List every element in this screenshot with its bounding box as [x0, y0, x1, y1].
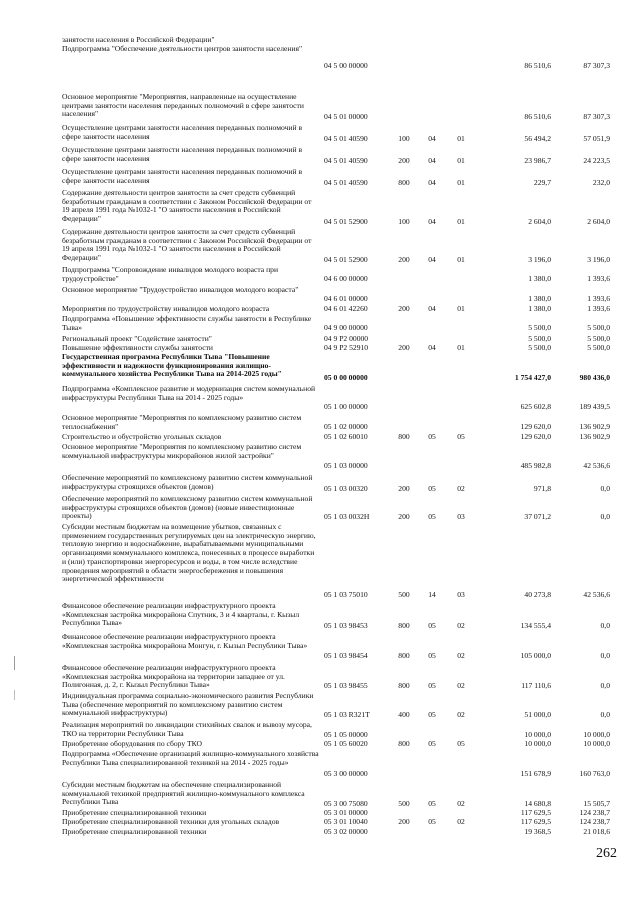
- row-name: Осуществление центрами занятости населения переданных полномочий в сфере занятости населения: [62, 167, 303, 185]
- section-cell: 04: [428, 304, 436, 314]
- expense-type-cell: 800: [398, 739, 410, 749]
- subsection-cell: 01: [457, 156, 465, 166]
- row-name: Обеспечение мероприятий по комплексному развитию систем коммунальной инфраструктуры строящихся объектов (домов) (новые инвестиционные проекты): [62, 494, 313, 521]
- row-name: Финансовое обеспечение реализации инфраструктурного проекта «Комплексная застройка микрорайона на территории западнее от ул. Полигонная, д. 2, г. Кызыл Республики Тыва»: [62, 663, 285, 690]
- amount-year1-cell: 14 680,8: [524, 799, 551, 809]
- section-cell: 05: [428, 710, 436, 720]
- code-cell: 04 5 01 40590: [324, 178, 368, 188]
- row-name: Осуществление центрами занятости населения переданных полномочий в сфере занятости населения: [62, 123, 303, 141]
- amount-year2-cell: 0,0: [600, 710, 610, 720]
- table-row: [0, 474, 639, 494]
- amount-year2-cell: 0,0: [600, 651, 610, 661]
- subsection-cell: 05: [457, 432, 465, 442]
- code-cell: 05 1 03 75010: [324, 590, 368, 600]
- row-name: Подпрограмма "Сопровождение инвалидов молодого возраста при трудоустройстве": [62, 265, 279, 283]
- subsection-cell: 02: [457, 484, 465, 494]
- section-cell: 04: [428, 255, 436, 265]
- table-row: [0, 633, 639, 661]
- code-cell: 05 3 01 00000: [324, 808, 368, 818]
- subsection-cell: 03: [457, 590, 465, 600]
- amount-year2-cell: 5 500,0: [587, 323, 610, 333]
- row-name: Приобретение специализированной техники для угольных складов: [62, 817, 280, 826]
- code-cell: 04 5 01 52900: [324, 217, 368, 227]
- row-name: Основное мероприятие "Трудоустройство инвалидов молодого возраста": [62, 285, 299, 294]
- row-name: Индивидуальная программа социально-экономического развития Республики Тыва (обеспечение мероприятий по комплексному развитию систем коммунальной инфраструктуры): [62, 691, 314, 718]
- row-name: Реализация мероприятий по ликвидации стихийных свалок и вывозу мусора, ТКО на территории Республики Тыва: [62, 720, 312, 738]
- code-cell: 05 1 00 00000: [324, 402, 368, 412]
- amount-year2-cell: 0,0: [600, 621, 610, 631]
- table-row: [0, 495, 639, 522]
- code-cell: 05 1 02 60010: [324, 432, 368, 442]
- expense-type-cell: 400: [398, 710, 410, 720]
- code-cell: 05 1 03 00000: [324, 461, 368, 471]
- amount-year2-cell: 24 223,5: [583, 156, 610, 166]
- table-row: [0, 692, 639, 720]
- table-row: [0, 189, 639, 227]
- row-name: Мероприятия по трудоустройству инвалидов молодого возраста: [62, 304, 270, 313]
- section-cell: 05: [428, 681, 436, 691]
- amount-year2-cell: 87 307,3: [583, 61, 610, 71]
- expense-type-cell: 200: [398, 343, 410, 353]
- section-cell: 04: [428, 178, 436, 188]
- row-name: Основное мероприятие "Мероприятия по комплексному развитию систем коммунальной инфраструктуры микрорайонов жилой застройки": [62, 442, 302, 460]
- table-row: [0, 602, 639, 631]
- code-cell: 04 6 01 00000: [324, 294, 368, 304]
- code-cell: 05 1 03 00320: [324, 484, 368, 494]
- amount-year1-cell: 51 000,0: [524, 710, 551, 720]
- section-cell: 04: [428, 156, 436, 166]
- amount-year2-cell: 1 393,6: [587, 274, 610, 284]
- amount-year2-cell: 0,0: [600, 484, 610, 494]
- subsection-cell: 02: [457, 651, 465, 661]
- amount-year2-cell: 136 902,9: [579, 432, 610, 442]
- code-cell: 05 3 00 75080: [324, 799, 368, 809]
- subsection-cell: 02: [457, 621, 465, 631]
- row-name: Повышение эффективности службы занятости: [62, 343, 213, 352]
- row-name: Содержание деятельности центров занятости за счет средств субвенций безработным гражданам в соответствии с Законом Российской Федерации от 19 апреля 1991 года №1032-1 "О занятости населения в Российской Федерации": [62, 227, 312, 263]
- amount-year1-cell: 129 620,0: [520, 422, 551, 432]
- expense-type-cell: 500: [398, 799, 410, 809]
- table-row: [0, 740, 639, 749]
- subsection-cell: 01: [457, 304, 465, 314]
- table-row: [0, 443, 639, 471]
- margin-mark: [14, 656, 15, 670]
- table-row: [0, 315, 639, 333]
- section-cell: 05: [428, 817, 436, 827]
- subsection-cell: 01: [457, 343, 465, 353]
- code-cell: 05 3 00 00000: [324, 769, 368, 779]
- expense-type-cell: 800: [398, 651, 410, 661]
- row-name: Подпрограмма «Повышение эффективности службы занятости в Республике Тыва»: [62, 314, 312, 332]
- amount-year2-cell: 1 393,6: [587, 294, 610, 304]
- section-cell: 05: [428, 739, 436, 749]
- code-cell: 05 3 02 00000: [324, 827, 368, 837]
- amount-year2-cell: 160 763,0: [579, 769, 610, 779]
- amount-year2-cell: 42 536,6: [583, 461, 610, 471]
- expense-type-cell: 800: [398, 178, 410, 188]
- section-cell: 05: [428, 512, 436, 522]
- amount-year1-cell: 86 510,6: [524, 112, 551, 122]
- page-number: 262: [596, 846, 617, 861]
- amount-year2-cell: 980 436,0: [579, 373, 610, 383]
- amount-year2-cell: 3 196,0: [587, 255, 610, 265]
- row-name: Приобретение оборудования по сбору ТКО: [62, 739, 203, 748]
- amount-year2-cell: 87 307,3: [583, 112, 610, 122]
- table-row: [0, 414, 639, 432]
- row-name: Содержание деятельности центров занятости за счет средств субвенций безработным гражданам в соответствии с Законом Российской Федерации от 19 апреля 1991 года №1032-1 "О занятости населения в Российской Федерации": [62, 188, 312, 224]
- code-cell: 05 1 03 R321Т: [324, 710, 370, 720]
- section-cell: 05: [428, 432, 436, 442]
- amount-year1-cell: 485 982,8: [520, 461, 551, 471]
- amount-year2-cell: 10 000,0: [583, 730, 610, 740]
- table-row: [0, 266, 639, 284]
- code-cell: 05 1 03 98454: [324, 651, 368, 661]
- section-cell: 05: [428, 651, 436, 661]
- row-name: Приобретение специализированной техники: [62, 808, 207, 817]
- row-name: Финансовое обеспечение реализации инфраструктурного проекта «Комплексная застройка микрорайона Монгун, г. Кызыл Республики Тыва»: [62, 632, 308, 650]
- code-cell: 05 1 03 98453: [324, 621, 368, 631]
- row-name: Финансовое обеспечение реализации инфраструктурного проекта «Комплексная застройка микрорайона Спутник, 3 и 4 кварталы, г. Кызыл Республики Тыва»: [62, 601, 300, 628]
- amount-year1-cell: 1 380,0: [528, 304, 551, 314]
- section-cell: 04: [428, 343, 436, 353]
- subsection-cell: 02: [457, 817, 465, 827]
- subsection-cell: 02: [457, 710, 465, 720]
- amount-year2-cell: 124 238,7: [579, 808, 610, 818]
- code-cell: 05 1 03 0032Н: [324, 512, 370, 522]
- code-cell: 04 5 01 40590: [324, 156, 368, 166]
- subsection-cell: 01: [457, 178, 465, 188]
- code-cell: 05 3 01 10040: [324, 817, 368, 827]
- table-row: [0, 228, 639, 265]
- table-row: [0, 93, 639, 122]
- amount-year2-cell: 0,0: [600, 681, 610, 691]
- subsection-cell: 02: [457, 799, 465, 809]
- table-row: [0, 353, 639, 383]
- code-cell: 05 0 00 00000: [324, 373, 368, 383]
- code-cell: 05 1 02 00000: [324, 422, 368, 432]
- amount-year1-cell: 117 629,5: [520, 808, 551, 818]
- section-cell: 04: [428, 217, 436, 227]
- table-row: [0, 523, 639, 600]
- amount-year2-cell: 57 051,9: [583, 134, 610, 144]
- section-cell: 14: [428, 590, 436, 600]
- amount-year1-cell: 10 000,0: [524, 730, 551, 740]
- subsection-cell: 05: [457, 739, 465, 749]
- code-cell: 04 9 P2 52910: [324, 343, 369, 353]
- amount-year1-cell: 5 500,0: [528, 343, 551, 353]
- row-name: Субсидии местным бюджетам на возмещение убытков, связанных с применением государственных регулируемых цен на электрическую энергию, тепловую энергию и водоснабжение, вырабатываемыми муниципальными организациями коммунального комплекса, понесенных в процессе выработки и (или) транспортировки энергоресурсов и воды, в том числе вследствие проведения мероприятий в области энергосбережения и повышения энергетической эффективности: [62, 522, 316, 584]
- expense-type-cell: 200: [398, 484, 410, 494]
- amount-year1-cell: 5 500,0: [528, 334, 551, 344]
- amount-year1-cell: 134 555,4: [520, 621, 551, 631]
- amount-year1-cell: 86 510,6: [524, 61, 551, 71]
- code-cell: 04 5 01 00000: [324, 112, 368, 122]
- amount-year1-cell: 10 000,0: [524, 739, 551, 749]
- amount-year2-cell: 21 018,6: [583, 827, 610, 837]
- table-row: [0, 124, 639, 144]
- amount-year2-cell: 189 439,5: [579, 402, 610, 412]
- code-cell: 04 5 01 40590: [324, 134, 368, 144]
- amount-year1-cell: 3 196,0: [528, 255, 551, 265]
- code-cell: 05 1 05 60020: [324, 739, 368, 749]
- table-row: [0, 45, 639, 71]
- row-name: Государственная программа Республики Тыва "Повышение эффективности и надежности функционирования жилищно-коммунального хозяйства Республики Тыва на 2014-2025 годы": [62, 352, 282, 379]
- amount-year1-cell: 229,7: [533, 178, 551, 188]
- code-cell: 04 5 00 00000: [324, 61, 368, 71]
- table-row: [0, 721, 639, 740]
- subsection-cell: 03: [457, 512, 465, 522]
- code-cell: 04 5 01 52900: [324, 255, 368, 265]
- amount-year1-cell: 37 071,2: [524, 512, 551, 522]
- subsection-cell: 01: [457, 134, 465, 144]
- amount-year2-cell: 2 604,0: [587, 217, 610, 227]
- amount-year1-cell: 5 500,0: [528, 323, 551, 333]
- code-cell: 05 1 03 98455: [324, 681, 368, 691]
- row-name: Приобретение специализированной техники: [62, 827, 207, 836]
- row-name: Подпрограмма «Обеспечение организаций жилищно-коммунального хозяйства Республики Тыва специализированной техникой на 2014 - 2025 годы»: [62, 749, 319, 767]
- amount-year1-cell: 129 620,0: [520, 432, 551, 442]
- margin-mark: [14, 690, 15, 700]
- table-row: [0, 781, 639, 809]
- amount-year2-cell: 124 238,7: [579, 817, 610, 827]
- amount-year2-cell: 15 505,7: [583, 799, 610, 809]
- row-name: Региональный проект "Содействие занятости": [62, 334, 212, 343]
- expense-type-cell: 800: [398, 621, 410, 631]
- section-cell: 05: [428, 621, 436, 631]
- row-name: Обеспечение мероприятий по комплексному развитию систем коммунальной инфраструктуры строящихся объектов (домов): [62, 473, 313, 491]
- table-row: [0, 818, 639, 827]
- expense-type-cell: 200: [398, 255, 410, 265]
- table-row: [0, 385, 639, 412]
- row-name: Субсидии местным бюджетам на обеспечение специализированной коммунальной техникой предприятий жилищно-коммунального комплекса Республики Тыва: [62, 780, 305, 807]
- expense-type-cell: 200: [398, 512, 410, 522]
- subsection-cell: 02: [457, 681, 465, 691]
- expense-type-cell: 800: [398, 681, 410, 691]
- amount-year1-cell: 117 629,5: [520, 817, 551, 827]
- amount-year1-cell: 151 678,9: [520, 769, 551, 779]
- table-row: [0, 305, 639, 314]
- section-cell: 05: [428, 799, 436, 809]
- amount-year1-cell: 19 368,5: [524, 827, 551, 837]
- table-row: [0, 286, 639, 304]
- subsection-cell: 01: [457, 217, 465, 227]
- section-cell: 04: [428, 134, 436, 144]
- row-name: Подпрограмма «Комплексное развитие и модернизация систем коммунальной инфраструктуры Республики Тыва на 2014 - 2025 годы»: [62, 384, 316, 402]
- subsection-cell: 01: [457, 255, 465, 265]
- code-cell: 04 9 00 00000: [324, 323, 368, 333]
- amount-year1-cell: 1 754 427,0: [514, 373, 551, 383]
- amount-year2-cell: 5 500,0: [587, 343, 610, 353]
- amount-year2-cell: 0,0: [600, 512, 610, 522]
- expense-type-cell: 200: [398, 156, 410, 166]
- expense-type-cell: 200: [398, 304, 410, 314]
- amount-year2-cell: 42 536,6: [583, 590, 610, 600]
- row-name: Осуществление центрами занятости населения переданных полномочий в сфере занятости населения: [62, 145, 303, 163]
- amount-year1-cell: 105 000,0: [520, 651, 551, 661]
- amount-year1-cell: 56 494,2: [524, 134, 551, 144]
- expense-type-cell: 800: [398, 432, 410, 442]
- row-name: Подпрограмма "Обеспечение деятельности центров занятости населения": [62, 44, 303, 53]
- amount-year1-cell: 117 110,6: [521, 681, 551, 691]
- table-row: [0, 664, 639, 691]
- expense-type-cell: 500: [398, 590, 410, 600]
- table-row: [0, 146, 639, 166]
- table-row: [0, 168, 639, 188]
- amount-year1-cell: 2 604,0: [528, 217, 551, 227]
- table-row: [0, 750, 639, 779]
- row-name: занятости населения в Российской Федерации": [62, 35, 215, 44]
- table-row: [0, 828, 639, 837]
- code-cell: 04 9 P2 00000: [324, 334, 369, 344]
- amount-year2-cell: 10 000,0: [583, 739, 610, 749]
- code-cell: 04 6 00 00000: [324, 274, 368, 284]
- table-row: [0, 433, 639, 442]
- amount-year1-cell: 1 380,0: [528, 274, 551, 284]
- code-cell: 04 6 01 42260: [324, 304, 368, 314]
- amount-year1-cell: 1 380,0: [528, 294, 551, 304]
- expense-type-cell: 100: [398, 134, 410, 144]
- expense-type-cell: 100: [398, 217, 410, 227]
- amount-year1-cell: 971,8: [533, 484, 551, 494]
- amount-year2-cell: 232,0: [592, 178, 610, 188]
- row-name: Основное мероприятие "Мероприятия, направленные на осуществление центрами занятости населения переданных полномочий в сфере занятости населения": [62, 92, 304, 119]
- amount-year1-cell: 23 986,7: [524, 156, 551, 166]
- amount-year2-cell: 5 500,0: [587, 334, 610, 344]
- row-name: Строительство и обустройство угольных складов: [62, 432, 222, 441]
- row-name: Основное мероприятие "Мероприятия по комплексному развитию систем теплоснабжения": [62, 413, 302, 431]
- section-cell: 05: [428, 484, 436, 494]
- code-cell: 05 1 05 00000: [324, 730, 368, 740]
- amount-year1-cell: 625 602,8: [520, 402, 551, 412]
- amount-year2-cell: 136 902,9: [579, 422, 610, 432]
- amount-year2-cell: 1 393,6: [587, 304, 610, 314]
- expense-type-cell: 200: [398, 817, 410, 827]
- amount-year1-cell: 40 273,8: [524, 590, 551, 600]
